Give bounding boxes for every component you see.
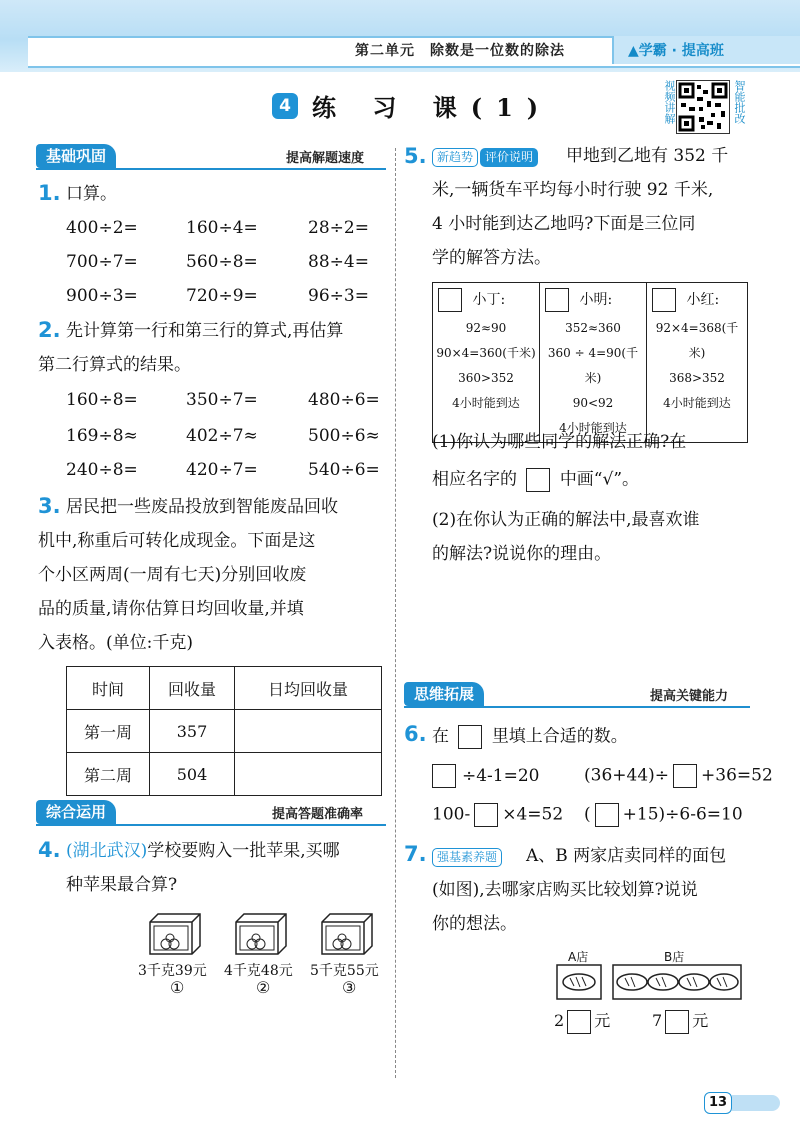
- option-1-mark: ①: [170, 978, 185, 997]
- q6-eq1b: (36+44)÷ +36=52: [584, 764, 773, 788]
- price-b: 7 元: [652, 1008, 708, 1034]
- q1-number: 1.: [38, 181, 61, 205]
- column-divider: [395, 148, 396, 1078]
- unit-title: 第二单元 除数是一位数的除法: [355, 43, 565, 59]
- answer-box[interactable]: [673, 764, 697, 788]
- table-cell: 第一周: [67, 710, 150, 753]
- apple-box-icon: [320, 912, 374, 956]
- student-ding: [433, 283, 540, 443]
- option-1-price: 3千克39元: [138, 963, 207, 979]
- solution-step: 368>352: [669, 371, 725, 385]
- q1-r1c1: 560÷8=: [186, 252, 258, 272]
- student-name: 小红:: [686, 292, 720, 308]
- q6-eq2a: 100- ×4=52: [432, 803, 563, 827]
- solution-step: 4小时能到达: [452, 396, 520, 410]
- solution-step: 92≈90: [465, 321, 507, 335]
- page-number-bar: [732, 1095, 780, 1111]
- answer-box[interactable]: [474, 803, 498, 827]
- option-3-mark: ③: [342, 978, 357, 997]
- q5-line4: 学的解答方法。: [432, 248, 551, 268]
- q6-text: 在 里填上合适的数。: [432, 725, 628, 749]
- student-ming: [540, 283, 647, 443]
- page-title: 练 习 课(1): [312, 93, 553, 122]
- section-line-apply: [36, 824, 386, 826]
- q6-eq1a: ÷4-1=20: [432, 764, 540, 788]
- table-row: [67, 710, 382, 753]
- q5-number: 5.: [404, 144, 427, 168]
- answer-box[interactable]: [567, 1010, 591, 1034]
- answer-cell[interactable]: [235, 753, 382, 796]
- q7-line3: 你的想法。: [432, 914, 517, 934]
- q1-r2c2: 96÷3=: [308, 286, 369, 306]
- solution-step: 352≈360: [565, 321, 621, 335]
- apple-box-icon: [148, 912, 202, 956]
- q7-line2: (如图),去哪家店购买比较划算?说说: [432, 880, 698, 900]
- table-header: 日均回收量: [235, 667, 382, 710]
- bread-box-a: [556, 964, 602, 1004]
- q7-number: 7.: [404, 842, 427, 866]
- q2-line1: 先计算第一行和第三行的算式,再估算: [66, 321, 344, 341]
- q5-line1: 甲地到乙地有 352 千: [566, 146, 729, 166]
- solution-step: 360>352: [458, 371, 514, 385]
- q3-line2: 机中,称重后可转化成现金。下面是这: [38, 531, 316, 551]
- q2-number: 2.: [38, 318, 61, 342]
- blank-box-sample: [458, 725, 482, 749]
- solutions-table: [432, 282, 748, 443]
- section-note-apply: 提高答题准确率: [272, 807, 364, 822]
- bread-icon: [556, 964, 602, 1000]
- q6-number: 6.: [404, 722, 427, 746]
- q5-sub1-line2: 相应名字的 中画“√”。: [432, 468, 639, 492]
- q3-number: 3.: [38, 494, 61, 518]
- solution-step: 4小时能到达: [663, 396, 731, 410]
- q3-line3: 个小区两周(一周有七天)分别回收废: [38, 565, 307, 585]
- q2-r0c1: 350÷7=: [186, 390, 258, 410]
- apple-box-1: [148, 912, 202, 960]
- recycle-table: [66, 666, 382, 796]
- q4-line2: 种苹果最合算?: [66, 875, 178, 895]
- shop-b-label: B店: [664, 950, 685, 964]
- q1-r2c1: 720÷9=: [186, 286, 258, 306]
- q2-r2c0: 240÷8=: [66, 460, 138, 480]
- section-line-think: [404, 706, 750, 708]
- price-a: 2 元: [554, 1008, 610, 1034]
- q4-number: 4.: [38, 838, 61, 862]
- answer-box[interactable]: [595, 803, 619, 827]
- q6-eq2b: ( +15)÷6-6=10: [584, 803, 743, 827]
- q1-r2c0: 900÷3=: [66, 286, 138, 306]
- qr-left-label: 视频讲解: [663, 80, 676, 124]
- q2-r1c2: 500÷6≈: [308, 426, 380, 446]
- section-tag-think: 思维拓展: [404, 682, 484, 706]
- q7-line1: A、B 两家店卖同样的面包: [526, 846, 727, 866]
- q2-r0c0: 160÷8=: [66, 390, 138, 410]
- answer-cell[interactable]: [235, 710, 382, 753]
- table-cell: 第二周: [67, 753, 150, 796]
- solution-step: 4小时能到达: [559, 421, 627, 435]
- q4-region: (湖北武汉): [66, 841, 148, 861]
- q1-r0c1: 160÷4=: [186, 218, 258, 238]
- q3-line5: 入表格。(单位:千克): [38, 633, 193, 653]
- table-header: 回收量: [150, 667, 235, 710]
- table-row: [67, 753, 382, 796]
- q5-line2: 米,一辆货车平均每小时行驶 92 千米,: [432, 180, 714, 200]
- table-cell: 504: [150, 753, 235, 796]
- q1-r0c2: 28÷2=: [308, 218, 369, 238]
- solution-step: 92×4=368(千米): [655, 321, 739, 360]
- qr-right-label: 智能批改: [733, 80, 746, 124]
- q4-line1: (湖北武汉)学校要购入一批苹果,买哪: [66, 841, 340, 861]
- trend-chip: 新趋势: [432, 148, 478, 167]
- brand-label: ▲学霸 · 提高班: [628, 43, 724, 59]
- bread-box-b: [612, 964, 742, 1004]
- answer-box[interactable]: [432, 764, 456, 788]
- eval-chip[interactable]: 评价说明: [480, 148, 538, 167]
- q5-sub1-line1: (1)你认为哪些同学的解法正确?在: [432, 432, 687, 452]
- solution-step: 360 ÷ 4=90(千米): [547, 346, 639, 385]
- q3-line4: 品的质量,请你估算日均回收量,并填: [38, 599, 304, 619]
- lesson-number-badge: 4: [272, 93, 298, 119]
- answer-box[interactable]: [526, 468, 550, 492]
- q5-chips: [432, 146, 538, 167]
- q2-r1c0: 169÷8≈: [66, 426, 138, 446]
- q2-r1c1: 402÷7≈: [186, 426, 258, 446]
- apple-box-icon: [234, 912, 288, 956]
- q5-line3: 4 小时能到达乙地吗?下面是三位同: [432, 214, 696, 234]
- qr-code-icon: [677, 81, 729, 133]
- shop-a-label: A店: [568, 950, 589, 964]
- page-number: 13: [704, 1092, 732, 1114]
- qr-code[interactable]: [676, 80, 730, 134]
- q2-r2c1: 420÷7=: [186, 460, 258, 480]
- section-note-basic: 提高解题速度: [286, 151, 365, 166]
- student-name: 小明:: [579, 292, 613, 308]
- q2-r2c2: 540÷6=: [308, 460, 380, 480]
- section-note-think: 提高关键能力: [650, 689, 729, 704]
- q5-sub2-line2: 的解法?说说你的理由。: [432, 544, 612, 564]
- q2-r0c2: 480÷6=: [308, 390, 380, 410]
- student-name: 小丁:: [472, 292, 506, 308]
- option-3-price: 5千克55元: [310, 963, 379, 979]
- apple-box-2: [234, 912, 288, 960]
- answer-box[interactable]: [665, 1010, 689, 1034]
- q1-r1c2: 88÷4=: [308, 252, 369, 272]
- table-header: 时间: [67, 667, 150, 710]
- q1-r1c0: 700÷7=: [66, 252, 138, 272]
- apple-box-3: [320, 912, 374, 960]
- table-cell: 357: [150, 710, 235, 753]
- option-2-price: 4千克48元: [224, 963, 293, 979]
- q5-sub2-line1: (2)在你认为正确的解法中,最喜欢谁: [432, 510, 700, 530]
- q1-r0c0: 400÷2=: [66, 218, 138, 238]
- bread-icon: [612, 964, 742, 1000]
- solution-step: 90<92: [572, 396, 614, 410]
- cap-icon: ▲: [628, 43, 639, 59]
- option-2-mark: ②: [256, 978, 271, 997]
- student-hong: [647, 283, 748, 443]
- check-box[interactable]: [438, 288, 462, 312]
- q7-chip-wrap: [432, 846, 502, 867]
- check-box[interactable]: [545, 288, 569, 312]
- q2-line2: 第二行算式的结果。: [38, 355, 191, 375]
- section-tag-apply: 综合运用: [36, 800, 116, 824]
- section-line-basic: [36, 168, 386, 170]
- q1-text: 口算。: [66, 184, 117, 204]
- q3-line1: 居民把一些废品投放到智能废品回收: [66, 497, 338, 517]
- basic-skill-chip: 强基素养题: [432, 848, 502, 867]
- solution-step: 90×4=360(千米): [436, 346, 536, 360]
- section-tag-basic: 基础巩固: [36, 144, 116, 168]
- check-box[interactable]: [652, 288, 676, 312]
